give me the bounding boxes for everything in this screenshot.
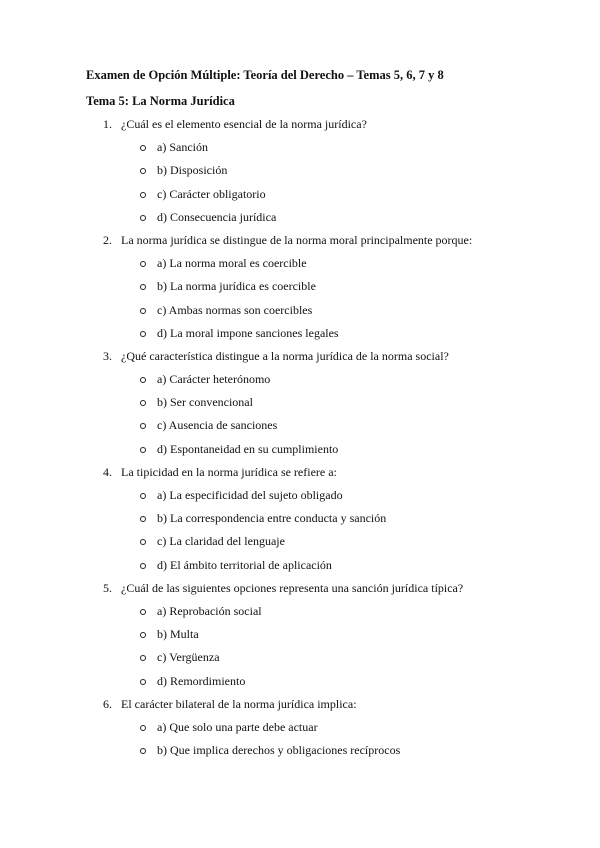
circle-bullet-icon	[140, 308, 146, 314]
circle-bullet-icon	[140, 655, 146, 661]
option-item	[0, 488, 600, 511]
circle-bullet-icon	[140, 539, 146, 545]
option-text: d) La moral impone sanciones legales	[157, 325, 339, 340]
question-line	[0, 117, 600, 140]
circle-bullet-icon	[140, 331, 146, 337]
question-item	[0, 581, 600, 697]
option-text: d) El ámbito territorial de aplicación	[157, 557, 332, 572]
question-item	[0, 697, 600, 767]
question-number: 1.	[103, 117, 112, 131]
document-title: Examen de Opción Múltiple: Teoría del Derecho – Temas 5, 6, 7 y 8	[86, 68, 444, 82]
option-item	[0, 674, 600, 697]
circle-bullet-icon	[140, 284, 146, 290]
circle-bullet-icon	[140, 609, 146, 615]
option-text: a) La especificidad del sujeto obligado	[157, 488, 343, 502]
option-item	[0, 604, 600, 627]
circle-bullet-icon	[140, 168, 146, 174]
question-number: 2.	[103, 232, 112, 247]
circle-bullet-icon	[140, 725, 146, 731]
option-text: c) Ausencia de sanciones	[157, 418, 278, 433]
option-text: a) Que solo una parte debe actuar	[157, 719, 318, 734]
option-item	[0, 442, 600, 465]
option-text: b) La correspondencia entre conducta y sanción	[157, 511, 387, 526]
question-line	[0, 465, 600, 488]
option-item	[0, 743, 600, 766]
question-item	[0, 233, 600, 349]
circle-bullet-icon	[140, 447, 146, 453]
option-text: c) La claridad del lenguaje	[157, 534, 285, 549]
option-text: d) Consecuencia jurídica	[157, 209, 277, 224]
question-number: 5.	[103, 580, 112, 595]
option-text: a) Sanción	[157, 140, 208, 155]
question-item	[0, 349, 600, 465]
section-heading: Tema 5: La Norma Jurídica	[86, 94, 235, 108]
option-item	[0, 303, 600, 326]
option-text: b) Multa	[157, 627, 199, 642]
question-number: 4.	[103, 464, 112, 479]
question-text: ¿Cuál de las siguientes opciones representa una sanción jurídica típica?	[121, 580, 464, 595]
option-item	[0, 326, 600, 349]
circle-bullet-icon	[140, 261, 146, 267]
option-text: c) Vergüenza	[157, 650, 220, 665]
question-number: 6.	[103, 696, 112, 711]
question-item	[0, 465, 600, 581]
circle-bullet-icon	[140, 423, 146, 429]
option-item	[0, 279, 600, 302]
circle-bullet-icon	[140, 377, 146, 383]
question-item	[0, 117, 600, 233]
question-text: La norma jurídica se distingue de la norma moral principalmente porque:	[121, 232, 473, 247]
option-text: b) La norma jurídica es coercible	[157, 279, 316, 294]
circle-bullet-icon	[140, 493, 146, 499]
option-item	[0, 418, 600, 441]
option-text: d) Espontaneidad en su cumplimiento	[157, 441, 339, 456]
question-text: La tipicidad en la norma jurídica se refiere a:	[121, 464, 337, 479]
option-item	[0, 140, 600, 163]
question-text: ¿Qué característica distingue a la norma jurídica de la norma social?	[121, 348, 449, 363]
circle-bullet-icon	[140, 563, 146, 569]
option-item	[0, 372, 600, 395]
question-line	[0, 233, 600, 256]
option-item	[0, 256, 600, 279]
option-item	[0, 650, 600, 673]
option-item	[0, 627, 600, 650]
question-list	[0, 117, 600, 766]
circle-bullet-icon	[140, 632, 146, 638]
option-text: b) Disposición	[157, 163, 228, 178]
option-text: a) La norma moral es coercible	[157, 256, 307, 271]
option-text: d) Remordimiento	[157, 673, 246, 688]
option-text: b) Que implica derechos y obligaciones recíprocos	[157, 743, 401, 758]
question-line	[0, 697, 600, 720]
question-line	[0, 349, 600, 372]
option-item	[0, 163, 600, 186]
option-item	[0, 210, 600, 233]
question-line	[0, 581, 600, 604]
circle-bullet-icon	[140, 679, 146, 685]
option-text: b) Ser convencional	[157, 395, 253, 410]
circle-bullet-icon	[140, 400, 146, 406]
question-text: ¿Cuál es el elemento esencial de la norma jurídica?	[121, 117, 367, 131]
option-item	[0, 187, 600, 210]
circle-bullet-icon	[140, 215, 146, 221]
question-text: El carácter bilateral de la norma jurídica implica:	[121, 696, 357, 711]
option-item	[0, 720, 600, 743]
option-item	[0, 395, 600, 418]
option-item	[0, 558, 600, 581]
option-text: c) Ambas normas son coercibles	[157, 302, 313, 317]
option-text: a) Reprobación social	[157, 603, 262, 618]
circle-bullet-icon	[140, 748, 146, 754]
circle-bullet-icon	[140, 145, 146, 151]
question-number: 3.	[103, 348, 112, 363]
option-text: a) Carácter heterónomo	[157, 372, 271, 387]
option-text: c) Carácter obligatorio	[157, 186, 266, 201]
circle-bullet-icon	[140, 516, 146, 522]
option-item	[0, 511, 600, 534]
option-item	[0, 534, 600, 557]
circle-bullet-icon	[140, 192, 146, 198]
